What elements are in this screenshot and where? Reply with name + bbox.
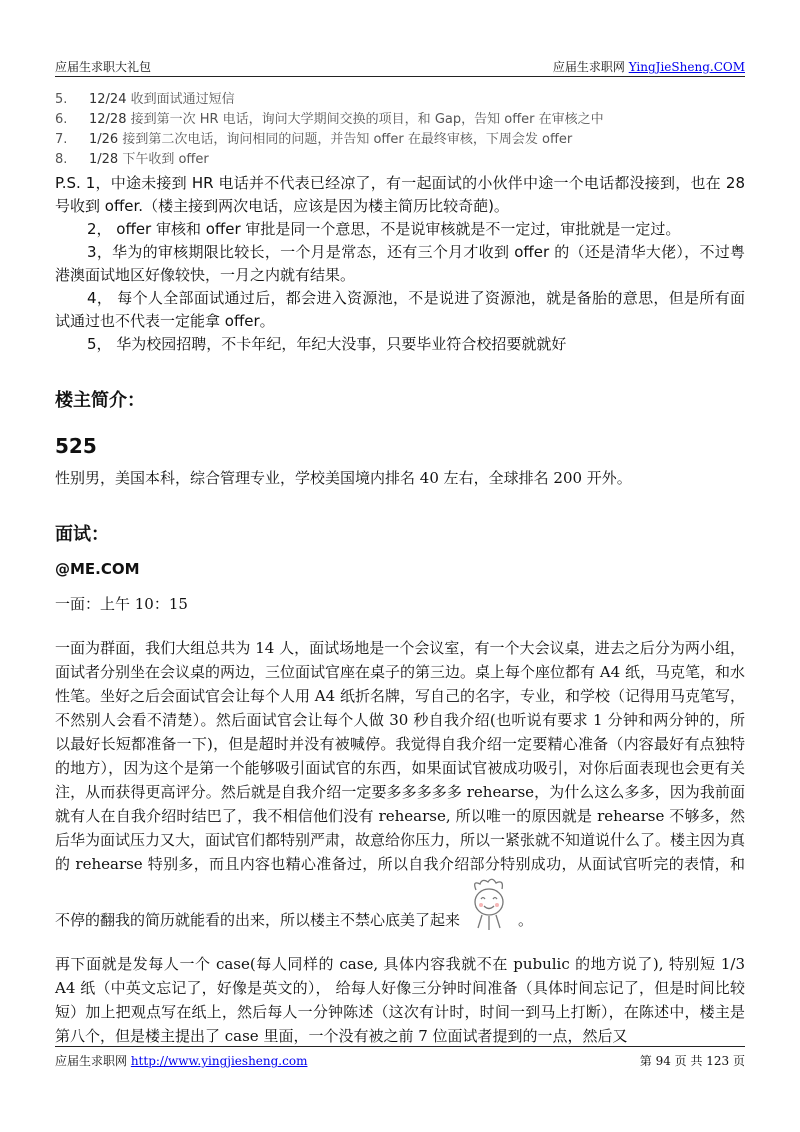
interview-subtitle: @ME.COM (55, 560, 140, 578)
ps-paragraph: P.S. 1，中途未接到 HR 电话并不代表已经凉了，有一起面试的小伙伴中途一个电话都没接到，也在 28 号收到 offer.（楼主接到两次电话，应该是因为楼主简历比较奇葩)。 (55, 174, 745, 215)
item-text: 下午收到 offer (122, 152, 209, 167)
item-number: 6. (55, 112, 68, 127)
paragraph-end: 。 (518, 911, 534, 929)
ps-paragraph: 2， offer 审核和 offer 审批是同一个意思，不是说审核就是不一定过，审批就是一定过。 (87, 220, 681, 238)
item-number: 5. (55, 92, 68, 107)
intro-text: 性别男，美国本科，综合管理专业，学校美国境内排名 40 左右，全球排名 200 开外。 (55, 469, 632, 487)
item-number: 7. (55, 132, 68, 147)
footer-divider (55, 1046, 745, 1047)
paragraph-text: 一面为群面，我们大组总共为 14 人，面试场地是一个会议室，有一个大会议桌，进去之后分为两小组，面试者分别坐在会议桌的两边，三位面试官座在桌子的第三边。桌上每个座位都有 A4 纸，马克笔，和水性笔。坐好之后会面试官会让每个人用 A4 纸折名牌，写自己的名字，专业，和学校（记得用马克笔写，不然别人会看不清楚）。然后面试官会让每个人做 30 秒自我介绍(也听说有要求 1 分钟和两分钟的，所以最好长短都准备一下)，但是超时并没有被喊停。我觉得自我介绍一定要精心准备（内容最好有点独特的地方），因为这个是第一个能够吸引面试官的东西，如果面试官被成功吸引，对你后面表现也会更有关注，从而获得更高评分。然后就是自我介绍一定要多多多多多 rehearse，为什么这么多多，因为我前面就有人在自我介绍时结巴了，我不相信他们没有 rehearse, 所以唯一的原因就是 rehearse 不够多，然后华为面试压力又大，面试官们都特别严肃，故意给你压力，所以一紧张就不知道说什么了。楼主因为真的 rehearse 特别多，而且内容也精心准备过，所以自我介绍部分特别成功，从面试官听完的表情，和不停的翻我的简历就能看的出来，所以楼主不禁心底美了起来 (55, 639, 746, 929)
round1-time: 一面：上午 10：15 (55, 595, 188, 613)
timeline-item (55, 90, 745, 110)
timeline-item (55, 130, 745, 150)
item-date: 12/24 (89, 92, 127, 107)
smiling-face-icon (464, 876, 514, 932)
timeline-list (55, 90, 745, 170)
footer-site (55, 1052, 307, 1069)
interview-paragraph: 再下面就是发每人一个 case(每人同样的 case, 具体内容我就不在 pubulic 的地方说了), 特别短 1/3 A4 纸（中英文忘记了，好像是英文的）， 给每人好像三分钟时间准备（具体时间忘记了，但是时间比较短）加上把观点写在纸上，然后每人一分钟陈述（这次有计时，时间一到马上打断），在陈述中，楼主是第八个，但是楼主提出了 case 里面，一个没有被之前 7 位面试者提到的一点，然后又 (55, 955, 745, 1045)
ps-notes (55, 172, 745, 356)
ps-paragraph: 5， 华为校园招聘，不卡年纪，年纪大没事，只要毕业符合校招要就就好 (87, 335, 567, 353)
footer-site-label: 应届生求职网 (55, 1054, 131, 1068)
page-header (55, 58, 745, 76)
intro-number: 525 (55, 434, 97, 458)
page-number: 第 94 页 共 123 页 (639, 1054, 745, 1068)
interview-heading: 面试： (55, 524, 109, 545)
footer-site-link[interactable]: http://www.yingjiesheng.com (130, 1054, 308, 1068)
timeline-item (55, 110, 745, 130)
header-site-link[interactable]: YingJieSheng.COM (628, 60, 745, 74)
header-site-label: 应届生求职网 (552, 60, 629, 74)
item-number: 8. (55, 152, 68, 167)
intro-heading: 楼主简介： (55, 390, 145, 411)
interview-paragraph (55, 636, 745, 932)
header-site (553, 58, 745, 75)
timeline-item (55, 150, 745, 170)
item-date: 1/26 (89, 132, 119, 147)
item-date: 12/28 (89, 112, 127, 127)
ps-paragraph: 3，华为的审核期限比较长，一个月是常态，还有三个月才收到 offer 的（还是清华大佬），不过粤港澳面试地区好像较快，一月之内就有结果。 (55, 243, 745, 284)
page-body (55, 90, 745, 1048)
item-text: 接到第二次电话，询问相同的问题，并告知 offer 在最终审核，下周会发 offer (122, 132, 573, 147)
item-text: 收到面试通过短信 (130, 92, 235, 107)
header-title: 应届生求职大礼包 (55, 60, 152, 74)
item-text: 接到第一次 HR 电话，询问大学期间交换的项目，和 Gap，告知 offer 在审核之中 (130, 112, 604, 127)
ps-paragraph: 4， 每个人全部面试通过后，都会进入资源池，不是说进了资源池，就是备胎的意思，但是所有面试通过也不代表一定能拿 offer。 (55, 289, 745, 330)
item-date: 1/28 (89, 152, 119, 167)
header-divider (55, 76, 745, 77)
